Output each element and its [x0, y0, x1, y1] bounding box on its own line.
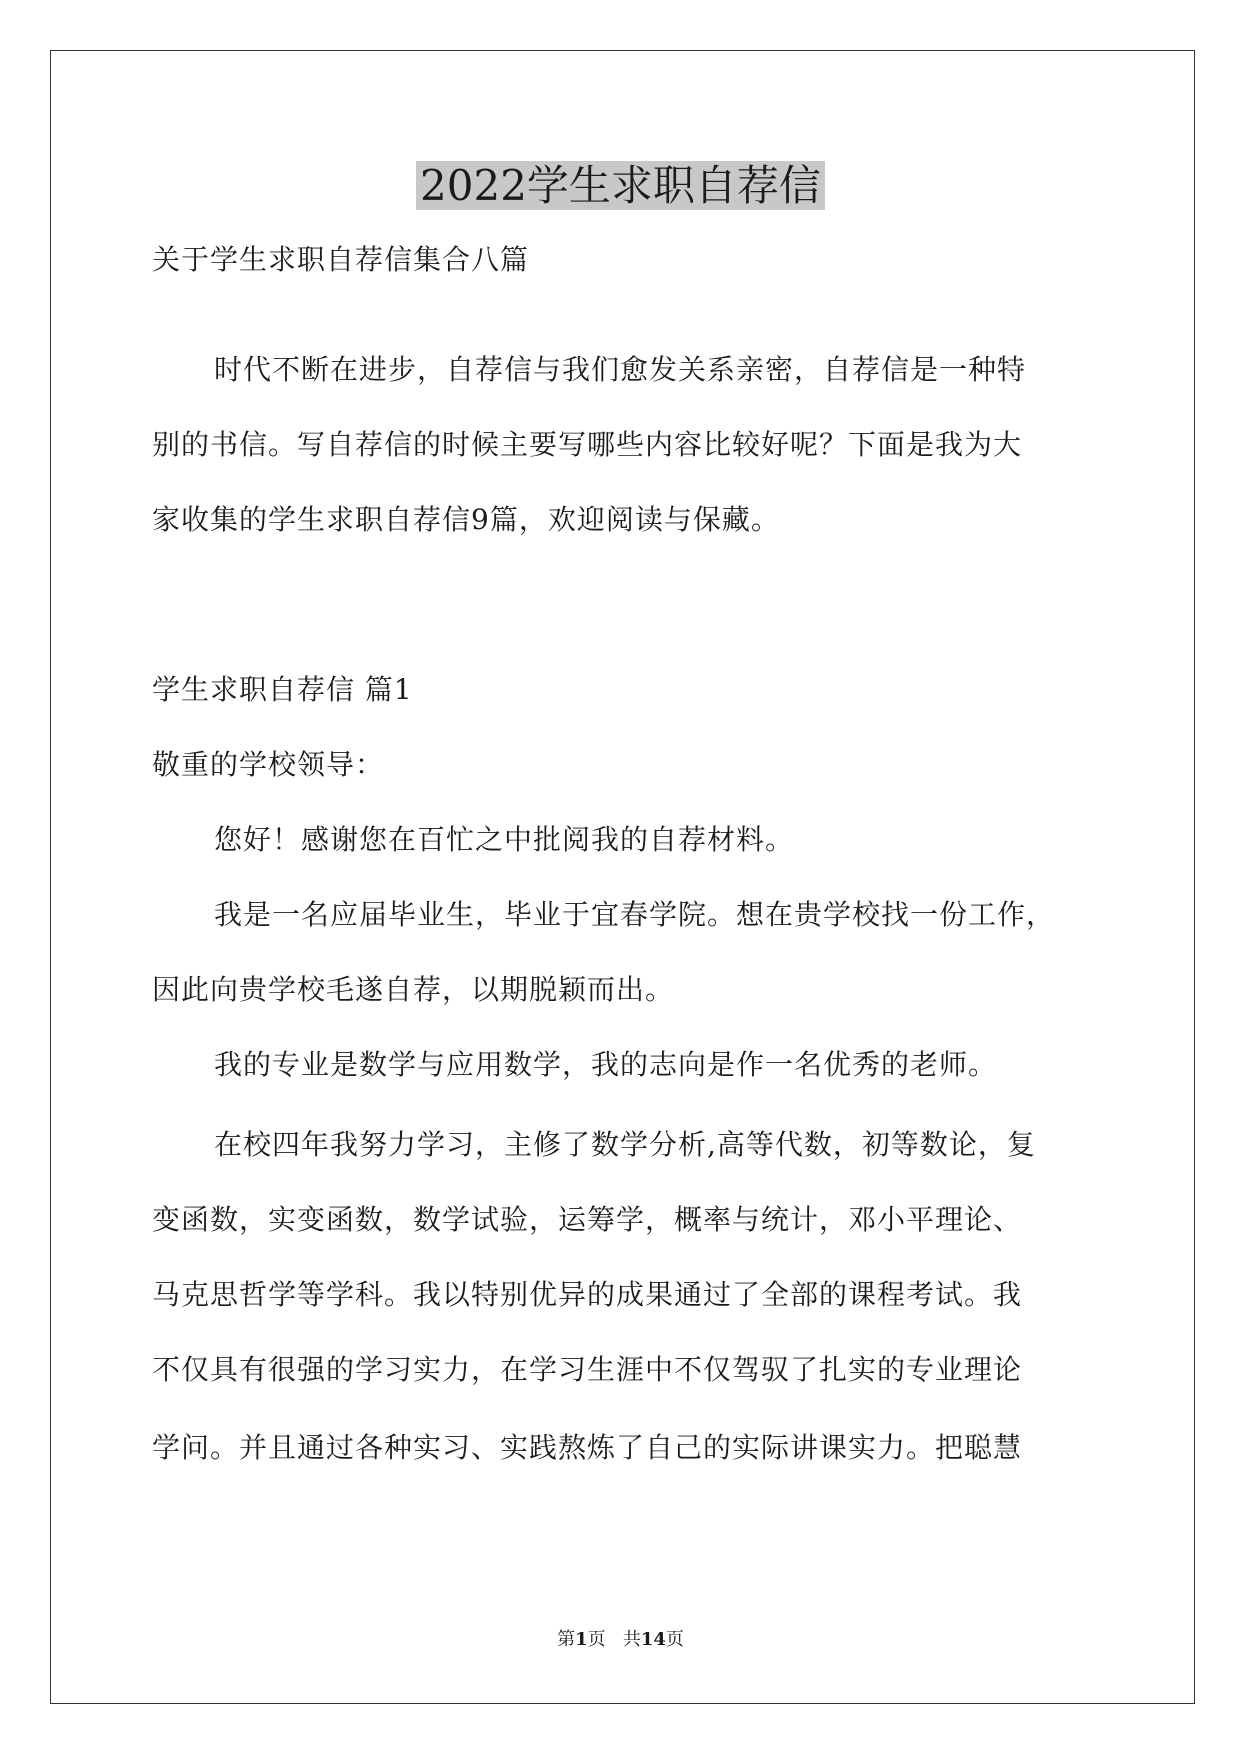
- title-text: 2022学生求职自荐信: [416, 161, 825, 210]
- body-line: 马克思哲学等学科。我以特别优异的成果通过了全部的课程考试。我: [152, 1278, 1023, 1311]
- total-prefix: 共: [622, 1629, 641, 1650]
- total-suffix: 页: [665, 1629, 684, 1650]
- body-line: 您好！感谢您在百忙之中批阅我的自荐材料。: [214, 823, 795, 856]
- document-title: [0, 158, 1241, 214]
- total-pages: 14: [640, 1629, 666, 1650]
- page-suffix: 页: [587, 1629, 606, 1650]
- body-line: 我的专业是数学与应用数学，我的志向是作一名优秀的老师。: [214, 1048, 998, 1081]
- body-line: 不仅具有很强的学习实力，在学习生涯中不仅驾驭了扎实的专业理论: [152, 1353, 1023, 1386]
- intro-line: 别的书信。写自荐信的时候主要写哪些内容比较好呢？下面是我为大: [152, 428, 1023, 461]
- intro-line: 时代不断在进步，自荐信与我们愈发关系亲密，自荐信是一种特: [214, 353, 1027, 386]
- page-number: 1: [575, 1629, 588, 1650]
- subtitle: 关于学生求职自荐信集合八篇: [152, 243, 530, 276]
- section-heading: 学生求职自荐信 篇1: [152, 673, 413, 706]
- salutation: 敬重的学校领导：: [152, 748, 385, 781]
- page-prefix: 第: [557, 1629, 576, 1650]
- page-footer: [0, 1628, 1241, 1652]
- body-line: 在校四年我努力学习，主修了数学分析,高等代数，初等数论，复: [214, 1128, 1036, 1161]
- body-line: 我是一名应届毕业生，毕业于宜春学院。想在贵学校找一份工作，: [214, 898, 1056, 931]
- body-line: 变函数，实变函数，数学试验，运筹学，概率与统计，邓小平理论、: [152, 1203, 1023, 1236]
- body-line: 因此向贵学校毛遂自荐，以期脱颖而出。: [152, 973, 675, 1006]
- body-line: 学问。并且通过各种实习、实践熬炼了自己的实际讲课实力。把聪慧: [152, 1431, 1023, 1464]
- intro-line: 家收集的学生求职自荐信9篇，欢迎阅读与保藏。: [152, 503, 780, 536]
